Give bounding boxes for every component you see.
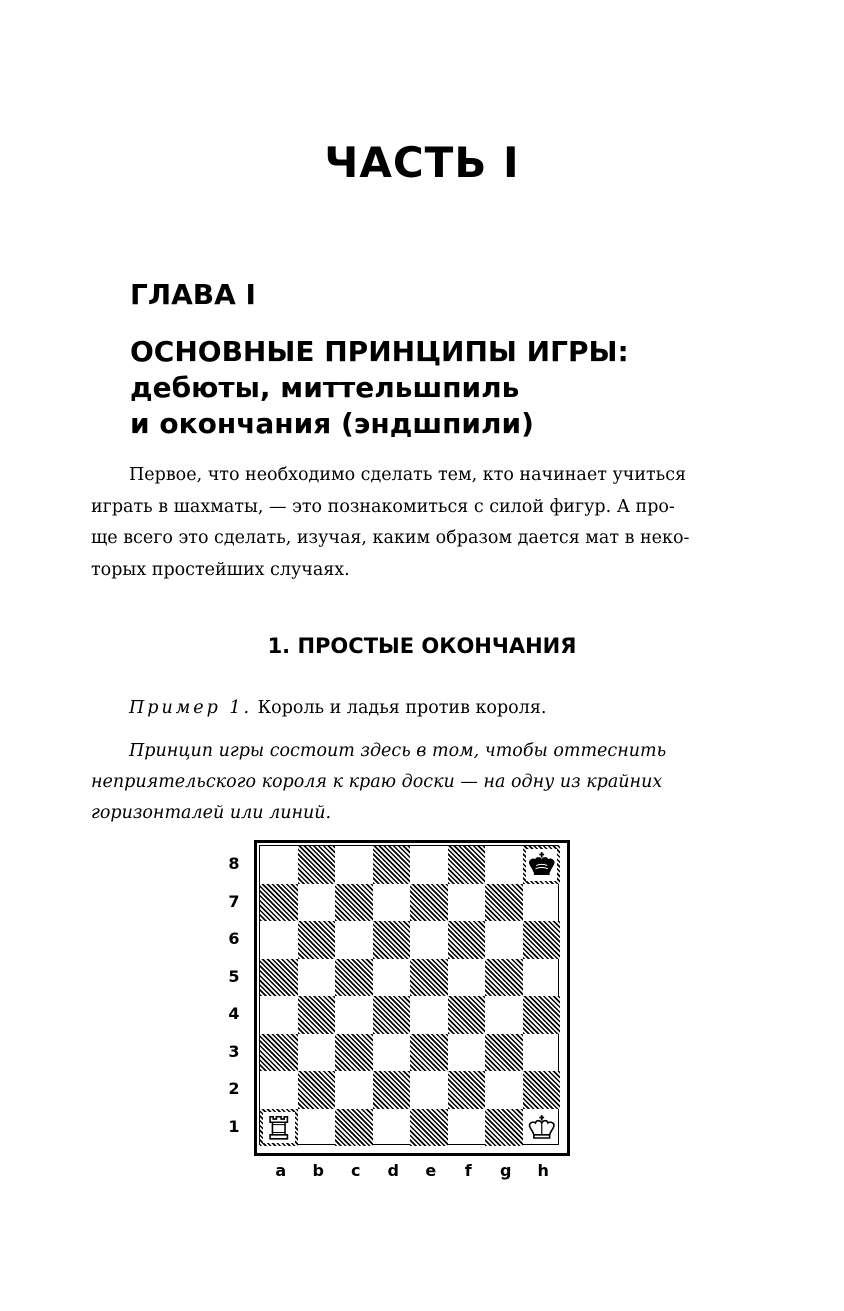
file-label: e: [425, 1161, 437, 1180]
square-g1: [485, 1109, 523, 1147]
example-line: [129, 694, 546, 722]
intro-line: ще всего это сделать, изучая, каким образом дается мат в неко-: [91, 528, 690, 548]
square-f3: [448, 1034, 486, 1072]
square-f5: [448, 959, 486, 997]
file-label: g: [500, 1161, 512, 1180]
square-c3: [335, 1034, 373, 1072]
intro-line: играть в шахматы, — это познакомиться с силой фигур. А про-: [91, 496, 675, 517]
intro-paragraph: [91, 460, 711, 586]
square-f6: [448, 921, 486, 959]
square-d1: [373, 1109, 411, 1147]
square-h2: [523, 1071, 561, 1109]
example-text: Король и ладья против короля.: [252, 698, 547, 718]
rank-label: 2: [228, 1079, 240, 1098]
square-h4: [523, 996, 561, 1034]
square-f7: [448, 884, 486, 922]
square-b8: [298, 846, 336, 884]
principle-line: Принцип игры состоит здесь в том, чтобы оттеснить: [129, 741, 667, 761]
square-d2: [373, 1071, 411, 1109]
intro-line: Первое, что необходимо сделать тем, кто начинает учиться: [129, 465, 687, 485]
square-e8: [410, 846, 448, 884]
square-a1: [260, 1109, 298, 1147]
rank-label: 7: [228, 891, 240, 911]
rank-label: 3: [228, 1041, 240, 1061]
board-frame: [254, 840, 570, 1156]
file-label: b: [312, 1161, 324, 1180]
square-g4: [485, 996, 523, 1034]
chapter-title: [130, 334, 770, 442]
square-h7: [523, 884, 561, 922]
square-f2: [448, 1071, 486, 1109]
square-g5: [485, 959, 523, 997]
square-c4: [335, 996, 373, 1034]
square-e1: [410, 1109, 448, 1147]
square-c7: [335, 884, 373, 922]
square-e7: [410, 884, 448, 922]
rank-label: 6: [228, 929, 240, 948]
principle-line: горизонталей или линий.: [91, 803, 332, 823]
square-b1: [298, 1109, 336, 1147]
rank-label: 5: [228, 966, 240, 986]
file-label: f: [464, 1161, 472, 1180]
principle-line: неприятельского короля к краю доски — на одну из крайних: [91, 772, 663, 792]
square-b6: [298, 921, 336, 959]
square-e6: [410, 921, 448, 959]
section-heading: 1. ПРОСТЫЕ ОКОНЧАНИЯ: [267, 634, 577, 658]
square-d3: [373, 1034, 411, 1072]
square-g2: [485, 1071, 523, 1109]
white-rook-icon: [263, 1112, 295, 1144]
principle-paragraph: [91, 736, 711, 829]
square-c8: [335, 846, 373, 884]
square-d6: [373, 921, 411, 959]
square-c2: [335, 1071, 373, 1109]
square-e5: [410, 959, 448, 997]
square-c6: [335, 921, 373, 959]
square-h3: [523, 1034, 561, 1072]
chapter-title-line: дебюты, миттельшпиль: [130, 371, 520, 404]
rank-label: 4: [228, 1004, 240, 1023]
square-a4: [260, 996, 298, 1034]
square-a5: [260, 959, 298, 997]
square-e2: [410, 1071, 448, 1109]
example-label: Пример 1.: [129, 698, 253, 718]
square-f8: [448, 846, 486, 884]
square-a8: [260, 846, 298, 884]
square-e3: [410, 1034, 448, 1072]
chapter-label: ГЛАВА I: [130, 278, 256, 311]
square-h6: [523, 921, 561, 959]
square-g7: [485, 884, 523, 922]
square-d5: [373, 959, 411, 997]
intro-line: торых простейших случаях.: [91, 559, 350, 580]
square-b3: [298, 1034, 336, 1072]
square-c5: [335, 959, 373, 997]
square-f4: [448, 996, 486, 1034]
black-king-icon: [526, 849, 558, 881]
square-a7: [260, 884, 298, 922]
file-label: h: [537, 1161, 549, 1180]
square-f1: [448, 1109, 486, 1147]
square-e4: [410, 996, 448, 1034]
square-b7: [298, 884, 336, 922]
square-b4: [298, 996, 336, 1034]
chapter-title-line: ОСНОВНЫЕ ПРИНЦИПЫ ИГРЫ:: [130, 335, 629, 368]
square-g3: [485, 1034, 523, 1072]
rank-label: 1: [228, 1116, 240, 1136]
square-d4: [373, 996, 411, 1034]
chess-board: [259, 845, 559, 1145]
square-b2: [298, 1071, 336, 1109]
square-h1: [523, 1109, 561, 1147]
square-d8: [373, 846, 411, 884]
file-label: c: [351, 1161, 361, 1180]
chapter-title-line: и окончания (эндшпили): [130, 407, 534, 440]
square-b5: [298, 959, 336, 997]
white-king-icon: [526, 1112, 558, 1144]
square-g8: [485, 846, 523, 884]
rank-label: 8: [228, 854, 240, 873]
file-label: d: [387, 1161, 399, 1180]
square-a6: [260, 921, 298, 959]
square-h8: [523, 846, 561, 884]
square-g6: [485, 921, 523, 959]
square-a2: [260, 1071, 298, 1109]
chess-diagram: [254, 840, 570, 1156]
square-h5: [523, 959, 561, 997]
file-label: a: [275, 1161, 287, 1180]
square-d7: [373, 884, 411, 922]
part-title: ЧАСТЬ I: [324, 138, 520, 187]
square-c1: [335, 1109, 373, 1147]
square-a3: [260, 1034, 298, 1072]
